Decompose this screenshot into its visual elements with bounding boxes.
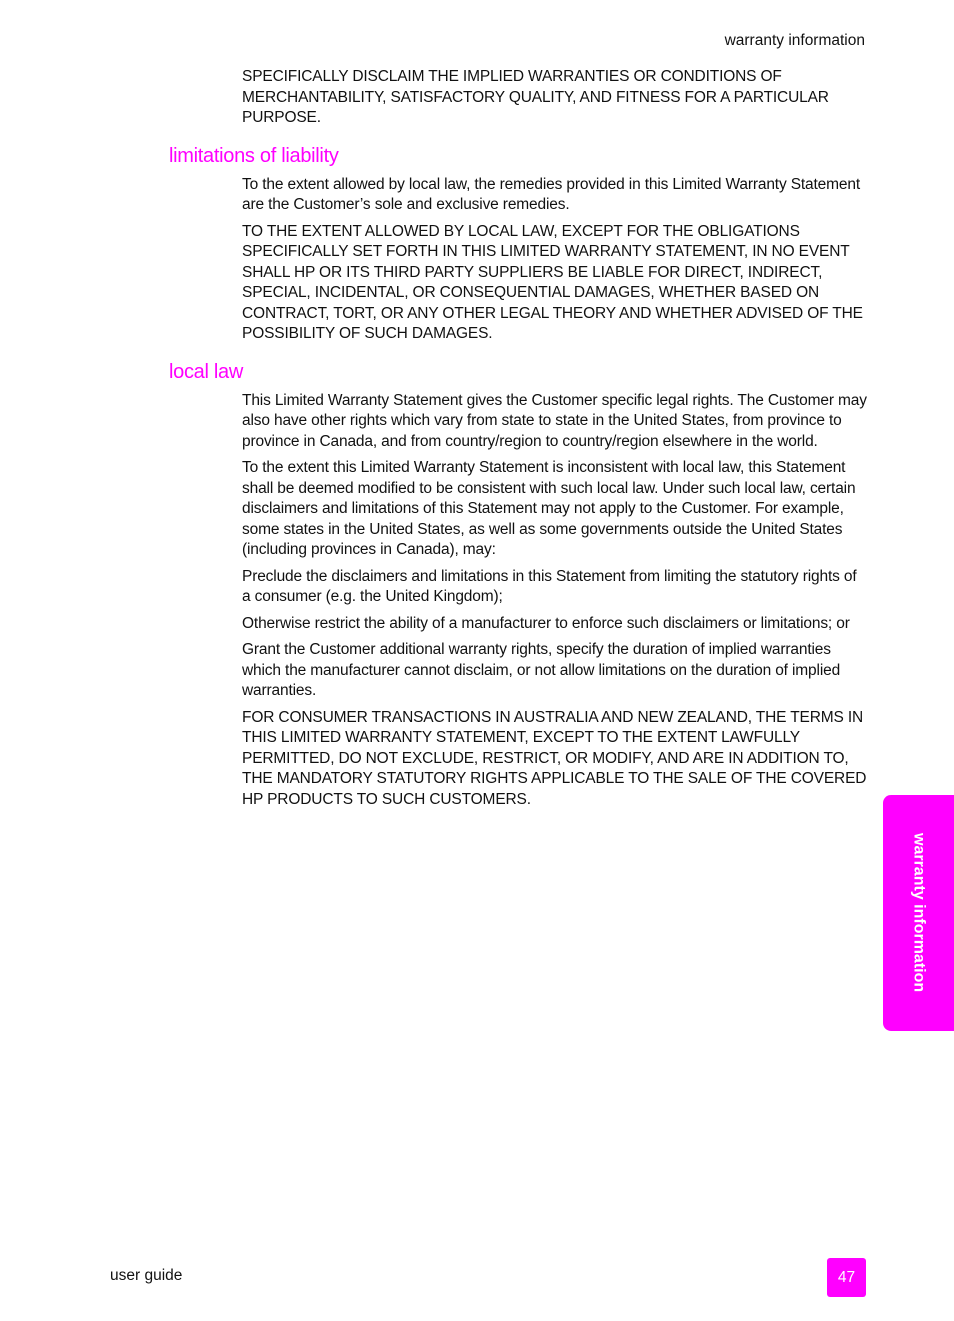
section-heading: limitations of liability <box>169 144 339 167</box>
body-paragraph: Preclude the disclaimers and limitations in this Statement from limiting the statutory rights of a consumer (e.g. the United Kingdom); <box>242 567 857 605</box>
body-paragraph: SPECIFICALLY DISCLAIM THE IMPLIED WARRANTIES OR CONDITIONS OF MERCHANTABILITY, SATISFACTORY QUALITY, AND FITNESS FOR A PARTICULAR PURPOSE. <box>242 68 829 126</box>
body-paragraph: Grant the Customer additional warranty rights, specify the duration of implied warranties which the manufacturer cannot disclaim, or not allow limitations on the duration of implied warranties. <box>242 641 841 699</box>
body-paragraph: FOR CONSUMER TRANSACTIONS IN AUSTRALIA AND NEW ZEALAND, THE TERMS IN THIS LIMITED WARRANTY STATEMENT, EXCEPT TO THE EXTENT LAWFULLY PERMITTED, DO NOT EXCLUDE, RESTRICT, OR MODIFY, AND ARE IN ADDITION TO, THE MANDATORY STATUTORY RIGHTS APPLICABLE TO THE SALE OF THE COVERED HP PRODUCTS TO SUCH CUSTOMERS. <box>242 708 867 808</box>
footer-guide-label: user guide <box>110 1267 183 1284</box>
body-paragraph: Otherwise restrict the ability of a manufacturer to enforce such disclaimers or limitations; or <box>242 614 850 632</box>
page-number: 47 <box>837 1268 856 1286</box>
body-paragraph: To the extent allowed by local law, the remedies provided in this Limited Warranty Statement are the Customer’s sole and exclusive remedies. <box>242 175 860 213</box>
body-paragraph: TO THE EXTENT ALLOWED BY LOCAL LAW, EXCEPT FOR THE OBLIGATIONS SPECIFICALLY SET FORTH IN THIS LIMITED WARRANTY STATEMENT, IN NO EVENT SHALL HP OR ITS THIRD PARTY SUPPLIERS BE LIABLE FOR DIRECT, INDIRECT, SPECIAL, INCIDENTAL, OR CONSEQUENTIAL DAMAGES, WHETHER BASED ON CONTRACT, TORT, OR ANY OTHER LEGAL THEORY AND WHETHER ADVISED OF THE POSSIBILITY OF SUCH DAMAGES. <box>242 222 863 342</box>
body-paragraph: This Limited Warranty Statement gives the Customer specific legal rights. The Customer may also have other rights which vary from state to state in the United States, from province to province in Canada, and from country/region to country/region elsewhere in the world. <box>242 391 867 450</box>
page-number-box <box>827 1258 866 1297</box>
section-side-tab <box>883 795 954 1031</box>
section-heading: local law <box>169 360 243 383</box>
running-header: warranty information <box>724 32 865 49</box>
body-paragraph: To the extent this Limited Warranty Statement is inconsistent with local law, this Statement shall be deemed modified to be consistent with such local law. Under such local law, certain disclaimers and limitations of this Statement may not apply to the Customer. For example, some states in the United States, as well as some governments outside the United States (including provinces in Canada), may: <box>242 459 856 558</box>
document-body <box>0 67 954 816</box>
side-tab-label: warranty information <box>910 833 928 993</box>
